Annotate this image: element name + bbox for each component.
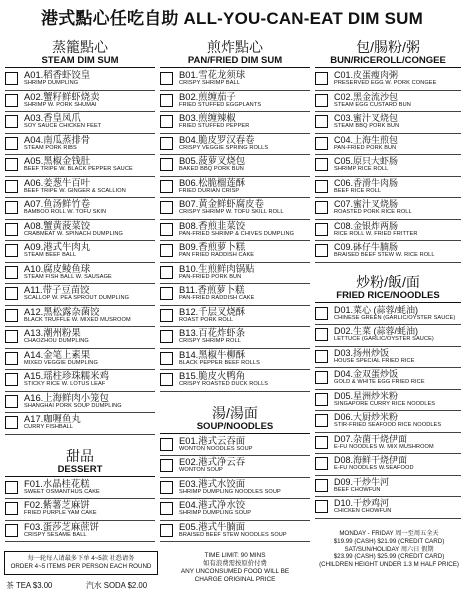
menu-item	[5, 521, 155, 543]
order-checkbox[interactable]	[315, 350, 328, 363]
order-checkbox[interactable]	[5, 524, 18, 537]
menu-item	[5, 220, 155, 242]
menu-item-name: E02.港式净云吞	[179, 456, 246, 467]
menu-item-english: HOUSE SPECIAL FRIED RICE	[334, 357, 415, 364]
section-title-zh: 煎炸點心	[207, 39, 263, 55]
menu-item-name: C02.黑金流沙包	[334, 91, 399, 102]
order-checkbox[interactable]	[315, 180, 328, 193]
menu-item-name: A04.南瓜蒸排骨	[24, 133, 91, 145]
section-header	[160, 40, 310, 68]
menu-item-name: A16.上海鲜肉小笼包	[24, 391, 109, 403]
pricing-info	[316, 530, 462, 569]
menu-item-name: D03.扬州炒饭	[334, 347, 390, 358]
menu-item	[5, 91, 155, 113]
order-checkbox[interactable]	[315, 223, 328, 236]
menu-item-name: C06.香滑牛肉肠	[334, 177, 399, 188]
menu-item	[5, 478, 155, 500]
menu-item-name: C03.蜜汁叉烧包	[334, 113, 399, 123]
menu-item-name: A07.鱼汤鲜竹卷	[24, 198, 91, 209]
menu-item	[315, 368, 461, 390]
order-checkbox[interactable]	[5, 502, 18, 515]
menu-item-english: RICE ROLL W. FRIED FRITTER	[334, 230, 418, 237]
menu-item-english: PAN-FRIED SHRIMP & CHIVES DUMPLING	[179, 230, 295, 237]
section-steam-dim-sum	[5, 40, 155, 435]
menu-item	[5, 177, 155, 199]
menu-item-english: CHINESE GREEN (GARLIC/OYSTER SAUCE)	[334, 314, 456, 321]
menu-item-english: BEEF RICE ROLL	[334, 187, 382, 194]
menu-item	[315, 177, 461, 199]
menu-item-name: C07.蜜汁叉烧肠	[334, 199, 399, 209]
section-title-en: FRIED RICE/NOODLES	[336, 289, 440, 301]
menu-item-english: BRAISED BEEF STEW NOODLES SOUP	[179, 531, 287, 538]
menu-item-english: CRABMEAT W. SPINACH DUMPLING	[24, 230, 123, 237]
menu-item	[5, 413, 155, 435]
menu-item-name: B07.黄金鲜虾腐皮卷	[179, 198, 264, 209]
menu-item-name: A17.咖喱鱼丸	[24, 413, 81, 424]
menu-item-english: GOLD & WHITE EGG FRIED RICE	[334, 379, 425, 385]
menu-item	[315, 347, 461, 369]
menu-item	[5, 284, 155, 306]
order-checkbox[interactable]	[5, 180, 18, 193]
order-checkbox[interactable]	[160, 309, 173, 322]
menu-item-name: B15.脆皮火鸭角	[179, 370, 246, 381]
order-checkbox[interactable]	[160, 287, 173, 300]
menu-item-english: STEAM PORK RIBS	[24, 144, 77, 151]
order-checkbox[interactable]	[5, 244, 18, 257]
order-checkbox[interactable]	[315, 393, 328, 406]
section-title-zh: 湯/湯面	[212, 404, 258, 421]
price-line: SAT/SUN/HOLIDAY 周六日 假期	[344, 545, 434, 553]
menu-item-english: STIR-FRIED SEAFOOD RICE NOODLES	[334, 422, 442, 428]
menu-item-name: C05.原只大虾肠	[334, 156, 399, 166]
menu-item-name: A05.黑椒金钱肚	[24, 155, 91, 166]
menu-item	[160, 521, 310, 543]
menu-item-name: B01.雪花龙须球	[179, 69, 246, 80]
menu-column-1	[5, 40, 155, 542]
order-checkbox[interactable]	[5, 309, 18, 322]
section-title-en: BUN/RICEROLL/CONGEE	[330, 55, 446, 66]
order-checkbox[interactable]	[5, 72, 18, 85]
menu-item	[5, 306, 155, 328]
menu-item	[160, 499, 310, 521]
time-line: CHARGE ORIGINAL PRICE	[194, 576, 276, 583]
menu-item	[315, 476, 461, 498]
menu-item	[160, 478, 310, 500]
menu-item-english: E-FU NOODLES W. MIX MUSHROOM	[334, 443, 434, 450]
order-checkbox[interactable]	[315, 328, 328, 341]
order-checkbox[interactable]	[5, 395, 18, 408]
menu-item-english: SHRIMP DUMPLING NOODLES SOUP	[179, 488, 281, 495]
menu-item-name: B10.生煎鲜肉锅贴	[179, 262, 255, 274]
menu-item-name: D05.星洲炒米粉	[334, 390, 399, 401]
tea-price: 茶 TEA $3.00	[6, 581, 53, 590]
menu-item-english: LETTUCE (GARLIC/OYSTER SAUCE)	[334, 336, 434, 342]
menu-item	[315, 112, 461, 134]
menu-item-name: A11.带子豆苗饺	[24, 284, 90, 295]
order-checkbox[interactable]	[5, 115, 18, 128]
menu-item	[315, 134, 461, 156]
order-checkbox[interactable]	[160, 266, 173, 279]
section-header	[5, 40, 155, 68]
menu-item-name: E03.港式水饺面	[179, 477, 246, 489]
menu-item	[5, 155, 155, 177]
menu-item-english: BLACK PEPPER BEEF ROLLS	[179, 359, 260, 366]
order-checkbox[interactable]	[315, 307, 328, 320]
order-checkbox[interactable]	[160, 244, 173, 257]
menu-item	[160, 370, 310, 392]
menu-item-name: D02.生菜 (蒜蓉/蚝油)	[334, 326, 419, 336]
menu-item	[315, 454, 461, 476]
menu-item-name: F03.蛋莎芝麻蔗饼	[24, 520, 100, 532]
menu-item-english: WONTON NOODLES SOUP	[179, 445, 253, 452]
time-limit-notice	[161, 552, 309, 584]
order-checkbox[interactable]	[160, 137, 173, 150]
menu-item-name: A08.蟹黄菠菜饺	[24, 219, 91, 231]
order-checkbox[interactable]	[315, 158, 328, 171]
menu-item-english: PAN FRIED RADDISH CAKE	[179, 252, 255, 258]
menu-item	[315, 198, 461, 220]
order-checkbox[interactable]	[5, 330, 18, 343]
order-checkbox[interactable]	[160, 94, 173, 107]
menu-item	[315, 497, 461, 519]
section-fried-rice-noodles	[315, 275, 461, 519]
menu-item-name: D04.金双蛋炒饭	[334, 369, 399, 379]
menu-item-english: CRISPY VEGGIE SPRING ROLLS	[179, 144, 269, 151]
menu-item-english: CHAOZHOU DUMPLING	[24, 338, 89, 344]
menu-column-3	[315, 40, 461, 519]
price-line: MONDAY - FRIDAY 周一至周五全天	[339, 530, 439, 537]
menu-item	[160, 134, 310, 156]
menu-item-english: SCALLOP W. PEA SPROUT DUMPLING	[24, 295, 130, 301]
order-checkbox[interactable]	[315, 137, 328, 150]
menu-item-name: B12.千层叉烧酥	[179, 305, 246, 317]
section-header	[5, 449, 155, 477]
menu-item-name: E04.港式净水饺	[179, 499, 246, 510]
order-checkbox[interactable]	[315, 500, 328, 513]
section-dessert	[5, 449, 155, 543]
order-checkbox[interactable]	[160, 352, 173, 365]
menu-item-english: SHRIMP W. PORK SHUMAI	[24, 101, 97, 108]
order-checkbox[interactable]	[160, 481, 173, 494]
menu-item	[5, 263, 155, 285]
order-checkbox[interactable]	[315, 414, 328, 427]
menu-item-english: STEAM BBQ PORK BUN	[334, 123, 400, 129]
menu-item-name: B05.菠萝叉烧包	[179, 155, 246, 166]
menu-title: 港式點心任吃自助 ALL-YOU-CAN-EAT DIM SUM	[41, 9, 423, 28]
order-checkbox[interactable]	[315, 244, 328, 257]
order-checkbox[interactable]	[160, 330, 173, 343]
menu-item-english: CURRY FISHBALL	[24, 424, 74, 430]
menu-item-name: C08.金银炸两肠	[334, 220, 399, 231]
menu-item-english: STEAM EGG CUSTARD BUN	[334, 101, 411, 108]
menu-item-english: BEEF TRIPE W. GINGER & SCALLION	[24, 187, 126, 194]
order-checkbox[interactable]	[160, 158, 173, 171]
price-line: (CHILDREN HEIGHT UNDER 1.3 M HALF PRICE)	[319, 561, 459, 569]
menu-item-name: A06.姜葱牛百叶	[24, 176, 91, 188]
menu-item	[160, 306, 310, 328]
menu-item-english: FRIED STUFFED EGGPLANTS	[179, 101, 262, 108]
menu-item	[315, 91, 461, 113]
menu-item-english: FRIED DURIAN CRISP	[179, 187, 240, 194]
menu-item-english: STICKY RICE W. LOTUS LEAF	[24, 381, 106, 387]
menu-item-english: SHRIMP RICE ROLL	[334, 166, 389, 172]
menu-item-name: D10.干炒鸡河	[334, 498, 390, 508]
menu-item-name: B06.松脆榴莲酥	[179, 176, 246, 188]
order-checkbox[interactable]	[5, 158, 18, 171]
order-checkbox[interactable]	[315, 72, 328, 85]
menu-item-name: B11.香煎萝卜糕	[179, 284, 245, 295]
menu-item	[315, 241, 461, 263]
section-header	[160, 406, 310, 434]
order-notice-zh: 每一轮每人请最多下单 4~5款 社恐请务	[27, 555, 135, 562]
order-checkbox[interactable]	[315, 457, 328, 470]
menu-item-english: CRISPY SHRIMP ROLL	[179, 338, 241, 344]
menu-item-name: A09.港式牛肉丸	[24, 241, 91, 252]
order-notice-en: ORDER 4~5 ITEMS PER PERSON EACH ROUND	[10, 563, 152, 570]
order-checkbox[interactable]	[5, 201, 18, 214]
section-bun-riceroll-congee	[315, 40, 461, 263]
section-header	[315, 40, 461, 68]
menu-item	[160, 177, 310, 199]
menu-item-english: CRISPY SHRIMP W. TOFU SKILL ROLL	[179, 209, 284, 215]
menu-item-name: A02.蟹籽鲜虾烧卖	[24, 90, 100, 102]
menu-item	[315, 411, 461, 433]
section-title-en: DESSERT	[57, 463, 103, 475]
menu-item-name: C09.砵仔牛腩肠	[334, 242, 399, 252]
menu-item	[160, 349, 310, 371]
menu-item-english: ROAST PORK ROLL	[179, 316, 234, 323]
menu-item-english: FRIED PURPLE YAM CAKE	[24, 510, 97, 516]
menu-item	[315, 325, 461, 347]
menu-item	[5, 392, 155, 414]
menu-item	[5, 241, 155, 263]
time-line: TIME LIMIT: 90 MINS	[204, 552, 266, 559]
order-checkbox[interactable]	[5, 287, 18, 300]
menu-item-english: CHICKEN CHOWFUN	[334, 508, 392, 514]
menu-item-name: D07.杂菌干烧伊面	[334, 433, 408, 444]
menu-item-english: SWEET OSMANTHUS CAKE	[24, 488, 100, 495]
menu-item-english: BLACK TRUFFLE W. MIXED MUSROOM	[24, 316, 131, 323]
section-title-en: STEAM DIM SUM	[41, 55, 119, 66]
section-soup-noodles	[160, 406, 310, 543]
menu-item-name: B09.香煎萝卜糕	[179, 241, 246, 252]
menu-item-name: A14.金笔上素果	[24, 348, 91, 360]
menu-item	[160, 456, 310, 478]
menu-item-english: PAN-FRIED PORK BUN	[334, 144, 397, 151]
order-checkbox[interactable]	[5, 373, 18, 386]
menu-column-2	[160, 40, 310, 542]
order-checkbox[interactable]	[5, 416, 18, 429]
order-checkbox[interactable]	[315, 94, 328, 107]
order-limit-notice	[4, 551, 158, 575]
menu-item-english: SHRIMP DUMPLING	[24, 80, 79, 86]
menu-item	[160, 112, 310, 134]
order-checkbox[interactable]	[160, 115, 173, 128]
section-pan-fried-dim-sum	[160, 40, 310, 392]
order-checkbox[interactable]	[5, 352, 18, 365]
section-title-zh: 炒粉/飯/面	[356, 273, 420, 290]
menu-item-name: E05.港式牛腩面	[179, 520, 246, 532]
menu-item-english: SHANGHAI PORK SOUP DUMPLING	[24, 402, 122, 409]
menu-item-name: D06.大厨炒米粉	[334, 412, 399, 422]
menu-item-name: D08.海鲜干烧伊面	[334, 455, 408, 465]
menu-item-name: B13.百花炸虾条	[179, 327, 246, 338]
menu-item-english: SHRIMP DUMPLING SOUP	[179, 510, 252, 516]
menu-item	[5, 134, 155, 156]
order-checkbox[interactable]	[160, 459, 173, 472]
section-title-en: PAN/FRIED DIM SUM	[187, 55, 283, 66]
order-checkbox[interactable]	[160, 223, 173, 236]
order-checkbox[interactable]	[160, 72, 173, 85]
menu-item	[315, 155, 461, 177]
menu-item	[160, 284, 310, 306]
menu-item-name: A15.瑶柱珍珠糯米鸡	[24, 370, 109, 381]
menu-item-name: C01.皮蛋瘦肉粥	[334, 70, 399, 80]
time-line: 如有浪费需按原价付费	[203, 560, 267, 567]
order-checkbox[interactable]	[160, 502, 173, 515]
menu-item	[160, 69, 310, 91]
menu-item-name: B03.煎缠辣椒	[179, 112, 236, 123]
menu-item-english: STEAM FISH BALL W. SAUSAGE	[24, 273, 112, 280]
order-checkbox[interactable]	[5, 94, 18, 107]
menu-item	[315, 220, 461, 242]
menu-item-name: E01.港式云吞面	[179, 434, 246, 446]
menu-item-name: C04.上海生煎包	[334, 134, 399, 145]
menu-item-english: BAMBOO ROLL W. TOFU SKIN	[24, 209, 107, 215]
menu-item-english: BRAISED BEEF STEW W. RICE ROLL	[334, 252, 435, 258]
menu-item	[160, 155, 310, 177]
order-checkbox[interactable]	[160, 524, 173, 537]
menu-item	[160, 198, 310, 220]
order-checkbox[interactable]	[315, 115, 328, 128]
menu-item-name: B14.黑椒牛柳酥	[179, 348, 246, 360]
order-checkbox[interactable]	[315, 201, 328, 214]
menu-item-name: B08.香煎韭菜饺	[179, 219, 246, 231]
menu-item-english: ROASTED PORK RICE ROLL	[334, 209, 412, 215]
order-checkbox[interactable]	[315, 436, 328, 449]
order-checkbox[interactable]	[5, 223, 18, 236]
menu-item-english: PAN-FRIED RADDISH CAKE	[179, 295, 255, 301]
menu-item-name: D01.菜心 (蒜蓉/蚝油)	[334, 304, 419, 315]
menu-item	[315, 390, 461, 412]
order-checkbox[interactable]	[5, 137, 18, 150]
menu-item-english: BAKED BBQ PORK BUN	[179, 166, 244, 172]
menu-item-english: FRIED STUFFED PEPPER	[179, 123, 250, 129]
menu-item-name: B02.煎缠茄子	[179, 90, 236, 102]
menu-item	[160, 263, 310, 285]
menu-item-name: A01.稻香虾饺皇	[24, 69, 91, 80]
order-checkbox[interactable]	[160, 201, 173, 214]
menu-item	[315, 69, 461, 91]
menu-item	[5, 198, 155, 220]
menu-item-english: WONTON SOUP	[179, 467, 223, 473]
menu-item	[160, 435, 310, 457]
order-checkbox[interactable]	[5, 266, 18, 279]
time-line: ANY UNCONSUMED FOOD WILL BE	[180, 568, 290, 575]
order-checkbox[interactable]	[5, 481, 18, 494]
menu-item	[5, 327, 155, 349]
section-title-zh: 甜品	[66, 447, 94, 464]
menu-item-name: A03.香皇凤爪	[24, 112, 81, 123]
menu-item	[315, 304, 461, 326]
section-title-en: SOUP/NOODLES	[196, 420, 274, 432]
menu-item-name: B04.脆皮罗汉春卷	[179, 133, 255, 145]
section-title-zh: 蒸籠點心	[52, 39, 108, 55]
menu-item-english: CRISPY SHRIMP BALL	[179, 80, 240, 86]
menu-item-english: CRISPY ROASTED DUCK ROLLS	[179, 381, 269, 387]
price-line: $23.99 (CASH) $25.99 (CREDIT CARD)	[333, 553, 445, 561]
menu-item-name: F01.水晶桂花糕	[24, 477, 90, 489]
order-checkbox[interactable]	[160, 180, 173, 193]
menu-item-name: A13.潮州粉果	[24, 327, 81, 338]
menu-item-name: A12.黑松露杂菌饺	[24, 305, 100, 317]
menu-item	[315, 433, 461, 455]
menu-item-english: PAN-FRIED PORK BUN	[179, 273, 242, 280]
menu-item-english: BEEF CHOWFUN	[334, 486, 381, 493]
menu-item-name: A10.腐皮鲮鱼球	[24, 262, 91, 274]
section-header	[315, 275, 461, 303]
menu-item-english: SINGAPORE CURRY RICE NOODLES	[334, 400, 436, 407]
menu-item	[5, 499, 155, 521]
menu-item-name: F02.紫薯芝麻饼	[24, 499, 90, 510]
menu-item-name: D09.干炒牛河	[334, 476, 390, 487]
menu-item-english: PRESERVED EGG W. PORK CONGEE	[334, 80, 437, 86]
menu-item-english: CRISPY SESAME BALL	[24, 531, 87, 538]
order-checkbox[interactable]	[315, 371, 328, 384]
section-title-zh: 包/腸粉/粥	[356, 39, 420, 55]
menu-item	[5, 69, 155, 91]
order-checkbox[interactable]	[160, 373, 173, 386]
soda-price: 汽水 SODA $2.00	[86, 581, 148, 590]
menu-item	[5, 349, 155, 371]
menu-item-english: MIXED VEGGIE DUMPLING	[24, 359, 98, 366]
order-checkbox[interactable]	[160, 438, 173, 451]
menu-item-english: SOY SAUCE CHICKEN FEET	[24, 123, 102, 129]
menu-item	[160, 91, 310, 113]
order-checkbox[interactable]	[315, 479, 328, 492]
menu-item	[160, 241, 310, 263]
menu-item-english: STEAM BEEF BALL	[24, 252, 77, 258]
menu-item-english: E-FU NOODLES W.SEAFOOD	[334, 465, 414, 471]
menu-item	[5, 370, 155, 392]
price-line: $19.99 (CASH) $21.99 (CREDIT CARD)	[333, 537, 445, 545]
menu-item-english: BEEF TRIPE W. BLACK PEPPER SAUCE	[24, 166, 133, 172]
menu-item	[160, 327, 310, 349]
menu-item	[160, 220, 310, 242]
menu-item	[5, 112, 155, 134]
